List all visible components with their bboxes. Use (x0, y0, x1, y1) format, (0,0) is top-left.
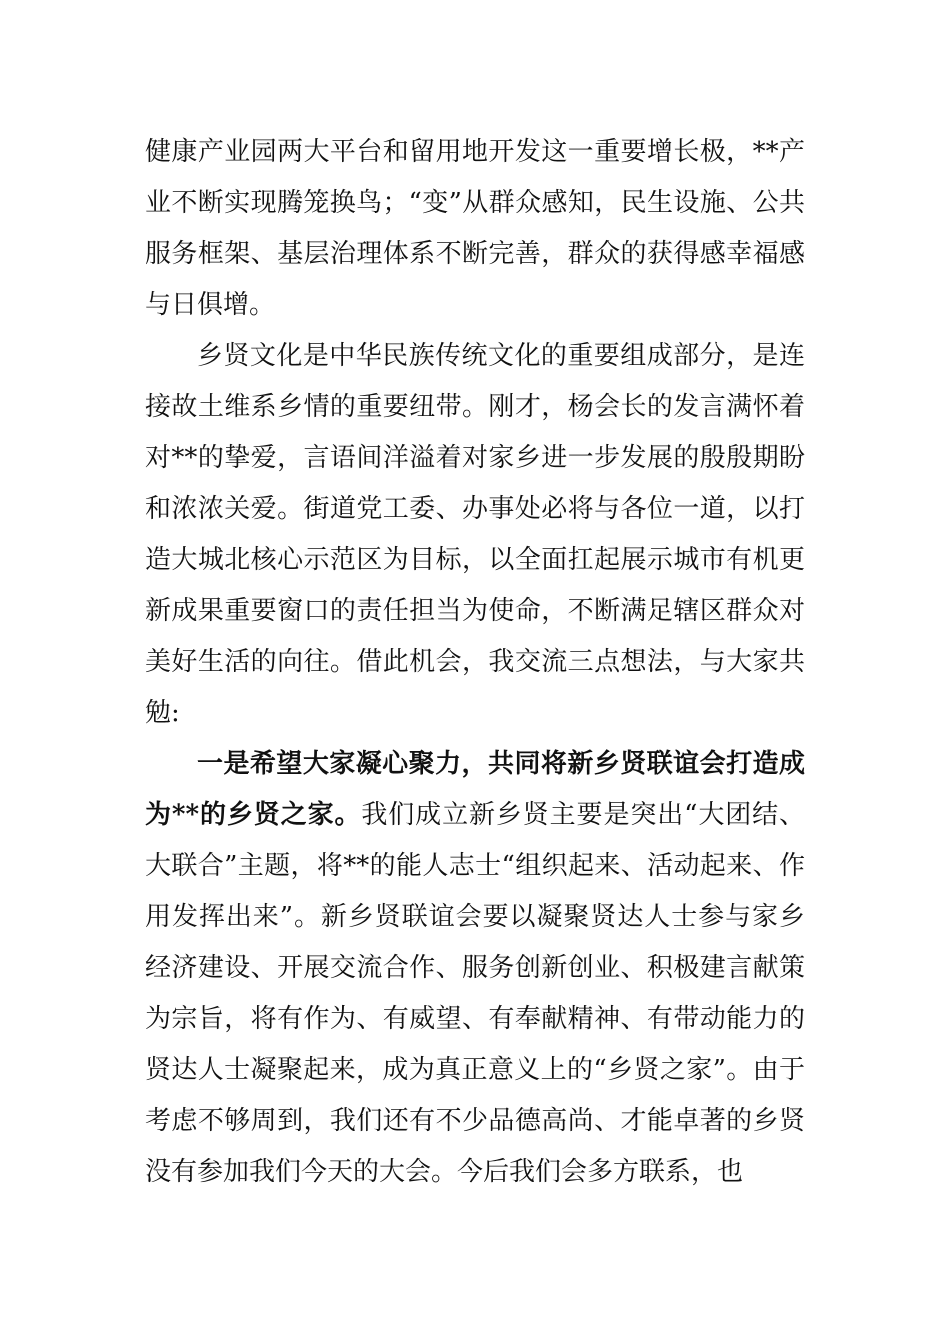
paragraph-2-text: 乡贤文化是中华民族传统文化的重要组成部分，是连接故土维系乡情的重要纽带。刚才，杨会长的发言满怀着对**的挚爱，言语间洋溢着对家乡进一步发展的殷殷期盼和浓浓关爱。街道党工委、办事处必将与各位一道，以打造大城北核心示范区为目标，以全面扛起展示城市有机更新成果重要窗口的责任担当为使命，不断满足辖区群众对美好生活的向往。借此机会，我交流三点想法，与大家共勉: (145, 341, 805, 728)
paragraph-1 (145, 127, 805, 331)
paragraph-3 (145, 739, 805, 1198)
document-body (145, 127, 805, 1198)
paragraph-3-text: 我们成立新乡贤主要是突出“大团结、大联合”主题，将**的能人志士“组织起来、活动起来、作用发挥出来”。新乡贤联谊会要以凝聚贤达人士参与家乡经济建设、开展交流合作、服务创新创业、积极建言献策为宗旨，将有作为、有威望、有奉献精神、有带动能力的贤达人士凝聚起来，成为真正意义上的“乡贤之家”。由于考虑不够周到，我们还有不少品德高尚、才能卓著的乡贤没有参加我们今天的大会。今后我们会多方联系，也 (145, 800, 806, 1187)
paragraph-1-text: 健康产业园两大平台和留用地开发这一重要增长极，**产业不断实现腾笼换鸟；“变”从群众感知，民生设施、公共服务框架、基层治理体系不断完善，群众的获得感幸福感与日俱增。 (145, 137, 805, 320)
paragraph-2 (145, 331, 805, 739)
paragraph-3-lead: 一是希望大家凝心聚力，共同将新乡贤联谊会打造成为**的乡贤之家。 (145, 749, 805, 830)
